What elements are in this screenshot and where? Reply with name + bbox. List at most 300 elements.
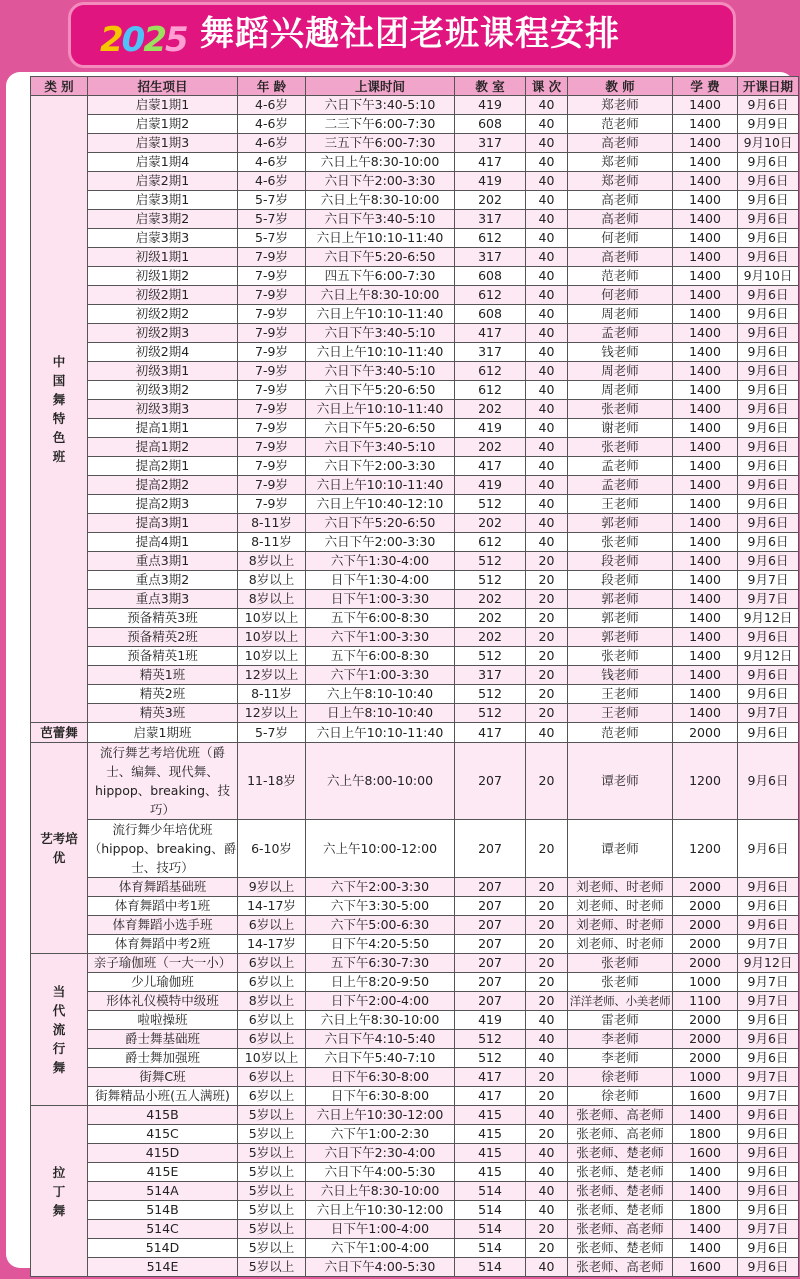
sessions-cell: 20 xyxy=(526,1068,568,1087)
fee-cell: 1400 xyxy=(673,305,738,324)
table-row xyxy=(31,362,799,381)
time-cell: 六日上午10:10-11:40 xyxy=(306,229,455,248)
sessions-cell: 20 xyxy=(526,992,568,1011)
age-cell: 7-9岁 xyxy=(238,400,306,419)
program-cell: 415B xyxy=(88,1106,238,1125)
fee-cell: 2000 xyxy=(673,723,738,743)
age-cell: 4-6岁 xyxy=(238,134,306,153)
room-cell: 512 xyxy=(455,571,526,590)
table-row xyxy=(31,992,799,1011)
table-row xyxy=(31,1125,799,1144)
table-row xyxy=(31,878,799,897)
sessions-cell: 40 xyxy=(526,438,568,457)
col-header-time: 上课时间 xyxy=(306,77,455,96)
age-cell: 7-9岁 xyxy=(238,362,306,381)
room-cell: 207 xyxy=(455,954,526,973)
sessions-cell: 20 xyxy=(526,552,568,571)
teacher-cell: 郭老师 xyxy=(568,628,673,647)
start-date-cell: 9月6日 xyxy=(738,286,799,305)
time-cell: 六日上午8:30-10:00 xyxy=(306,1182,455,1201)
table-row xyxy=(31,115,799,134)
program-cell: 提高2期3 xyxy=(88,495,238,514)
age-cell: 4-6岁 xyxy=(238,96,306,115)
fee-cell: 1400 xyxy=(673,210,738,229)
age-cell: 5岁以上 xyxy=(238,1163,306,1182)
time-cell: 六上午8:10-10:40 xyxy=(306,685,455,704)
teacher-cell: 张老师、楚老师 xyxy=(568,1201,673,1220)
fee-cell: 1600 xyxy=(673,1144,738,1163)
time-cell: 六日下午3:40-5:10 xyxy=(306,438,455,457)
sessions-cell: 20 xyxy=(526,704,568,723)
fee-cell: 2000 xyxy=(673,1030,738,1049)
program-cell: 提高2期2 xyxy=(88,476,238,495)
time-cell: 六日上午8:30-10:00 xyxy=(306,191,455,210)
program-cell: 初级2期2 xyxy=(88,305,238,324)
time-cell: 六下午2:00-3:30 xyxy=(306,878,455,897)
age-cell: 5岁以上 xyxy=(238,1182,306,1201)
start-date-cell: 9月6日 xyxy=(738,1125,799,1144)
room-cell: 202 xyxy=(455,438,526,457)
room-cell: 317 xyxy=(455,666,526,685)
table-row xyxy=(31,552,799,571)
fee-cell: 1400 xyxy=(673,590,738,609)
age-cell: 5-7岁 xyxy=(238,723,306,743)
teacher-cell: 何老师 xyxy=(568,229,673,248)
teacher-cell: 范老师 xyxy=(568,115,673,134)
sessions-cell: 20 xyxy=(526,666,568,685)
age-cell: 10岁以上 xyxy=(238,647,306,666)
table-row xyxy=(31,1049,799,1068)
teacher-cell: 张老师、高老师 xyxy=(568,1106,673,1125)
start-date-cell: 9月6日 xyxy=(738,495,799,514)
fee-cell: 1100 xyxy=(673,992,738,1011)
room-cell: 415 xyxy=(455,1125,526,1144)
start-date-cell: 9月6日 xyxy=(738,438,799,457)
time-cell: 六日上午10:10-11:40 xyxy=(306,476,455,495)
time-cell: 日下午6:30-8:00 xyxy=(306,1087,455,1106)
sessions-cell: 40 xyxy=(526,514,568,533)
sessions-cell: 40 xyxy=(526,267,568,286)
fee-cell: 1400 xyxy=(673,324,738,343)
room-cell: 512 xyxy=(455,647,526,666)
age-cell: 5-7岁 xyxy=(238,191,306,210)
table-row xyxy=(31,457,799,476)
table-row xyxy=(31,685,799,704)
schedule-table xyxy=(30,76,799,1277)
program-cell: 提高2期1 xyxy=(88,457,238,476)
table-row xyxy=(31,571,799,590)
program-cell: 514C xyxy=(88,1220,238,1239)
teacher-cell: 刘老师、时老师 xyxy=(568,897,673,916)
age-cell: 7-9岁 xyxy=(238,476,306,495)
program-cell: 街舞精品小班(五人满班) xyxy=(88,1087,238,1106)
table-row xyxy=(31,533,799,552)
age-cell: 8岁以上 xyxy=(238,992,306,1011)
age-cell: 8-11岁 xyxy=(238,514,306,533)
sessions-cell: 40 xyxy=(526,362,568,381)
start-date-cell: 9月6日 xyxy=(738,153,799,172)
room-cell: 512 xyxy=(455,552,526,571)
sessions-cell: 40 xyxy=(526,476,568,495)
fee-cell: 1400 xyxy=(673,495,738,514)
fee-cell: 1400 xyxy=(673,343,738,362)
program-cell: 初级3期2 xyxy=(88,381,238,400)
fee-cell: 1400 xyxy=(673,457,738,476)
room-cell: 202 xyxy=(455,514,526,533)
program-cell: 415E xyxy=(88,1163,238,1182)
time-cell: 六日上午10:30-12:00 xyxy=(306,1201,455,1220)
fee-cell: 1400 xyxy=(673,1239,738,1258)
room-cell: 317 xyxy=(455,343,526,362)
fee-cell: 1400 xyxy=(673,115,738,134)
table-row xyxy=(31,324,799,343)
room-cell: 612 xyxy=(455,533,526,552)
sessions-cell: 20 xyxy=(526,954,568,973)
age-cell: 7-9岁 xyxy=(238,305,306,324)
teacher-cell: 徐老师 xyxy=(568,1087,673,1106)
age-cell: 14-17岁 xyxy=(238,935,306,954)
time-cell: 六日下午5:20-6:50 xyxy=(306,419,455,438)
table-row xyxy=(31,954,799,973)
fee-cell: 1200 xyxy=(673,820,738,878)
time-cell: 六日下午2:30-4:00 xyxy=(306,1144,455,1163)
time-cell: 六日下午4:10-5:40 xyxy=(306,1030,455,1049)
table-row xyxy=(31,628,799,647)
time-cell: 六日下午5:20-6:50 xyxy=(306,514,455,533)
start-date-cell: 9月9日 xyxy=(738,115,799,134)
room-cell: 415 xyxy=(455,1106,526,1125)
table-row xyxy=(31,973,799,992)
time-cell: 日下午1:00-3:30 xyxy=(306,590,455,609)
time-cell: 日下午1:30-4:00 xyxy=(306,571,455,590)
category-cell-latin xyxy=(31,1106,88,1277)
fee-cell: 1800 xyxy=(673,1125,738,1144)
room-cell: 317 xyxy=(455,210,526,229)
table-row xyxy=(31,476,799,495)
fee-cell: 1600 xyxy=(673,1258,738,1277)
fee-cell: 1400 xyxy=(673,552,738,571)
table-row xyxy=(31,210,799,229)
age-cell: 5-7岁 xyxy=(238,210,306,229)
time-cell: 六日下午2:00-3:30 xyxy=(306,172,455,191)
time-cell: 六日下午5:20-6:50 xyxy=(306,381,455,400)
start-date-cell: 9月12日 xyxy=(738,647,799,666)
time-cell: 六日上午10:10-11:40 xyxy=(306,400,455,419)
teacher-cell: 高老师 xyxy=(568,134,673,153)
age-cell: 11-18岁 xyxy=(238,743,306,820)
sessions-cell: 40 xyxy=(526,191,568,210)
category-label: 芭蕾舞 xyxy=(40,725,78,740)
table-row xyxy=(31,704,799,723)
program-cell: 启蒙3期3 xyxy=(88,229,238,248)
time-cell: 六下午1:00-2:30 xyxy=(306,1125,455,1144)
program-cell: 启蒙2期1 xyxy=(88,172,238,191)
start-date-cell: 9月6日 xyxy=(738,1106,799,1125)
sessions-cell: 40 xyxy=(526,1182,568,1201)
fee-cell: 1400 xyxy=(673,400,738,419)
age-cell: 6岁以上 xyxy=(238,1068,306,1087)
start-date-cell: 9月6日 xyxy=(738,419,799,438)
fee-cell: 1400 xyxy=(673,248,738,267)
teacher-cell: 王老师 xyxy=(568,495,673,514)
teacher-cell: 洋洋老师、小美老师 xyxy=(568,992,673,1011)
program-cell: 提高3期1 xyxy=(88,514,238,533)
age-cell: 6-10岁 xyxy=(238,820,306,878)
fee-cell: 1400 xyxy=(673,666,738,685)
start-date-cell: 9月6日 xyxy=(738,248,799,267)
time-cell: 日下午4:20-5:50 xyxy=(306,935,455,954)
fee-cell: 1400 xyxy=(673,704,738,723)
table-row xyxy=(31,419,799,438)
room-cell: 417 xyxy=(455,723,526,743)
fee-cell: 1200 xyxy=(673,743,738,820)
teacher-cell: 孟老师 xyxy=(568,476,673,495)
fee-cell: 1400 xyxy=(673,647,738,666)
fee-cell: 1600 xyxy=(673,1087,738,1106)
col-header-sessions: 课 次 xyxy=(526,77,568,96)
program-cell: 体育舞蹈中考1班 xyxy=(88,897,238,916)
table-row xyxy=(31,723,799,743)
sessions-cell: 40 xyxy=(526,381,568,400)
start-date-cell: 9月6日 xyxy=(738,1201,799,1220)
teacher-cell: 李老师 xyxy=(568,1049,673,1068)
sessions-cell: 20 xyxy=(526,820,568,878)
start-date-cell: 9月7日 xyxy=(738,590,799,609)
room-cell: 202 xyxy=(455,628,526,647)
category-label: 拉丁舞 xyxy=(52,1164,66,1218)
start-date-cell: 9月7日 xyxy=(738,571,799,590)
program-cell: 415C xyxy=(88,1125,238,1144)
teacher-cell: 张老师 xyxy=(568,647,673,666)
sessions-cell: 20 xyxy=(526,685,568,704)
teacher-cell: 钱老师 xyxy=(568,666,673,685)
col-header-fee: 学 费 xyxy=(673,77,738,96)
table-row xyxy=(31,1030,799,1049)
category-cell-chinese xyxy=(31,96,88,723)
start-date-cell: 9月6日 xyxy=(738,743,799,820)
room-cell: 512 xyxy=(455,495,526,514)
room-cell: 417 xyxy=(455,153,526,172)
start-date-cell: 9月6日 xyxy=(738,533,799,552)
time-cell: 五下午6:00-8:30 xyxy=(306,647,455,666)
teacher-cell: 雷老师 xyxy=(568,1011,673,1030)
room-cell: 317 xyxy=(455,134,526,153)
start-date-cell: 9月7日 xyxy=(738,935,799,954)
fee-cell: 2000 xyxy=(673,916,738,935)
start-date-cell: 9月6日 xyxy=(738,1163,799,1182)
program-cell: 初级3期1 xyxy=(88,362,238,381)
room-cell: 419 xyxy=(455,96,526,115)
start-date-cell: 9月6日 xyxy=(738,1239,799,1258)
age-cell: 7-9岁 xyxy=(238,343,306,362)
age-cell: 7-9岁 xyxy=(238,248,306,267)
age-cell: 7-9岁 xyxy=(238,419,306,438)
fee-cell: 1400 xyxy=(673,96,738,115)
room-cell: 514 xyxy=(455,1220,526,1239)
table-row xyxy=(31,935,799,954)
teacher-cell: 范老师 xyxy=(568,723,673,743)
program-cell: 啦啦操班 xyxy=(88,1011,238,1030)
start-date-cell: 9月6日 xyxy=(738,878,799,897)
age-cell: 5岁以上 xyxy=(238,1106,306,1125)
fee-cell: 1000 xyxy=(673,1068,738,1087)
page-title: 舞蹈兴趣社团老班课程安排 xyxy=(200,14,620,54)
table-header-row xyxy=(31,77,799,96)
table-row xyxy=(31,343,799,362)
start-date-cell: 9月12日 xyxy=(738,609,799,628)
time-cell: 六上午8:00-10:00 xyxy=(306,743,455,820)
age-cell: 12岁以上 xyxy=(238,666,306,685)
fee-cell: 1400 xyxy=(673,267,738,286)
start-date-cell: 9月12日 xyxy=(738,954,799,973)
room-cell: 417 xyxy=(455,457,526,476)
teacher-cell: 郭老师 xyxy=(568,514,673,533)
sessions-cell: 40 xyxy=(526,134,568,153)
table-row xyxy=(31,1239,799,1258)
time-cell: 六日上午8:30-10:00 xyxy=(306,1011,455,1030)
time-cell: 六日下午3:40-5:10 xyxy=(306,210,455,229)
program-cell: 流行舞艺考培优班（爵士、编舞、现代舞、hippop、breaking、技巧） xyxy=(88,743,238,820)
time-cell: 六日下午2:00-3:30 xyxy=(306,457,455,476)
table-row xyxy=(31,1201,799,1220)
sessions-cell: 40 xyxy=(526,343,568,362)
room-cell: 202 xyxy=(455,590,526,609)
sessions-cell: 40 xyxy=(526,1106,568,1125)
room-cell: 419 xyxy=(455,172,526,191)
fee-cell: 1400 xyxy=(673,609,738,628)
sessions-cell: 20 xyxy=(526,628,568,647)
program-cell: 爵士舞基础班 xyxy=(88,1030,238,1049)
start-date-cell: 9月7日 xyxy=(738,992,799,1011)
teacher-cell: 郭老师 xyxy=(568,590,673,609)
time-cell: 五下午6:00-8:30 xyxy=(306,609,455,628)
age-cell: 7-9岁 xyxy=(238,381,306,400)
start-date-cell: 9月6日 xyxy=(738,191,799,210)
sessions-cell: 40 xyxy=(526,1163,568,1182)
start-date-cell: 9月6日 xyxy=(738,897,799,916)
time-cell: 六下午3:30-5:00 xyxy=(306,897,455,916)
sessions-cell: 40 xyxy=(526,153,568,172)
teacher-cell: 张老师、高老师 xyxy=(568,1220,673,1239)
sessions-cell: 40 xyxy=(526,286,568,305)
program-cell: 提高4期1 xyxy=(88,533,238,552)
start-date-cell: 9月6日 xyxy=(738,666,799,685)
fee-cell: 1400 xyxy=(673,419,738,438)
age-cell: 8岁以上 xyxy=(238,571,306,590)
room-cell: 417 xyxy=(455,1087,526,1106)
room-cell: 612 xyxy=(455,381,526,400)
program-cell: 初级1期2 xyxy=(88,267,238,286)
start-date-cell: 9月6日 xyxy=(738,514,799,533)
fee-cell: 2000 xyxy=(673,935,738,954)
sessions-cell: 20 xyxy=(526,609,568,628)
room-cell: 419 xyxy=(455,419,526,438)
time-cell: 日上午8:10-10:40 xyxy=(306,704,455,723)
room-cell: 207 xyxy=(455,820,526,878)
time-cell: 六日下午5:40-7:10 xyxy=(306,1049,455,1068)
teacher-cell: 郑老师 xyxy=(568,153,673,172)
teacher-cell: 刘老师、时老师 xyxy=(568,935,673,954)
age-cell: 6岁以上 xyxy=(238,973,306,992)
sessions-cell: 40 xyxy=(526,495,568,514)
age-cell: 8岁以上 xyxy=(238,552,306,571)
teacher-cell: 刘老师、时老师 xyxy=(568,916,673,935)
age-cell: 8岁以上 xyxy=(238,590,306,609)
teacher-cell: 郑老师 xyxy=(568,172,673,191)
sessions-cell: 40 xyxy=(526,1258,568,1277)
time-cell: 六下午1:00-3:30 xyxy=(306,628,455,647)
time-cell: 六日下午2:00-3:30 xyxy=(306,533,455,552)
age-cell: 6岁以上 xyxy=(238,916,306,935)
fee-cell: 2000 xyxy=(673,954,738,973)
start-date-cell: 9月6日 xyxy=(738,381,799,400)
room-cell: 207 xyxy=(455,897,526,916)
room-cell: 514 xyxy=(455,1182,526,1201)
teacher-cell: 李老师 xyxy=(568,1030,673,1049)
time-cell: 六日下午5:20-6:50 xyxy=(306,248,455,267)
table-row xyxy=(31,1258,799,1277)
sessions-cell: 40 xyxy=(526,1144,568,1163)
program-cell: 流行舞少年培优班（hippop、breaking、爵士、技巧） xyxy=(88,820,238,878)
table-row xyxy=(31,1068,799,1087)
start-date-cell: 9月10日 xyxy=(738,267,799,286)
teacher-cell: 何老师 xyxy=(568,286,673,305)
age-cell: 14-17岁 xyxy=(238,897,306,916)
year-logo: 2025 xyxy=(100,20,187,60)
fee-cell: 2000 xyxy=(673,878,738,897)
sessions-cell: 20 xyxy=(526,1220,568,1239)
teacher-cell: 周老师 xyxy=(568,362,673,381)
age-cell: 4-6岁 xyxy=(238,172,306,191)
fee-cell: 1400 xyxy=(673,571,738,590)
time-cell: 六日上午10:30-12:00 xyxy=(306,1106,455,1125)
program-cell: 415D xyxy=(88,1144,238,1163)
program-cell: 精英1班 xyxy=(88,666,238,685)
time-cell: 六日下午4:00-5:30 xyxy=(306,1163,455,1182)
program-cell: 精英2班 xyxy=(88,685,238,704)
teacher-cell: 王老师 xyxy=(568,685,673,704)
program-cell: 精英3班 xyxy=(88,704,238,723)
age-cell: 5岁以上 xyxy=(238,1239,306,1258)
table-row xyxy=(31,134,799,153)
room-cell: 512 xyxy=(455,1030,526,1049)
program-cell: 预备精英3班 xyxy=(88,609,238,628)
program-cell: 514D xyxy=(88,1239,238,1258)
program-cell: 启蒙1期3 xyxy=(88,134,238,153)
program-cell: 重点3期2 xyxy=(88,571,238,590)
age-cell: 5岁以上 xyxy=(238,1201,306,1220)
table-row xyxy=(31,191,799,210)
age-cell: 7-9岁 xyxy=(238,324,306,343)
table-row xyxy=(31,229,799,248)
time-cell: 六日上午8:30-10:00 xyxy=(306,153,455,172)
table-row xyxy=(31,1163,799,1182)
time-cell: 六下午1:00-3:30 xyxy=(306,666,455,685)
age-cell: 5岁以上 xyxy=(238,1125,306,1144)
fee-cell: 1400 xyxy=(673,1220,738,1239)
start-date-cell: 9月6日 xyxy=(738,820,799,878)
table-row xyxy=(31,590,799,609)
program-cell: 预备精英1班 xyxy=(88,647,238,666)
program-cell: 初级3期3 xyxy=(88,400,238,419)
fee-cell: 1400 xyxy=(673,153,738,172)
program-cell: 重点3期3 xyxy=(88,590,238,609)
col-header-age: 年 龄 xyxy=(238,77,306,96)
sessions-cell: 20 xyxy=(526,571,568,590)
col-header-start-date: 开课日期 xyxy=(738,77,799,96)
program-cell: 爵士舞加强班 xyxy=(88,1049,238,1068)
program-cell: 街舞C班 xyxy=(88,1068,238,1087)
